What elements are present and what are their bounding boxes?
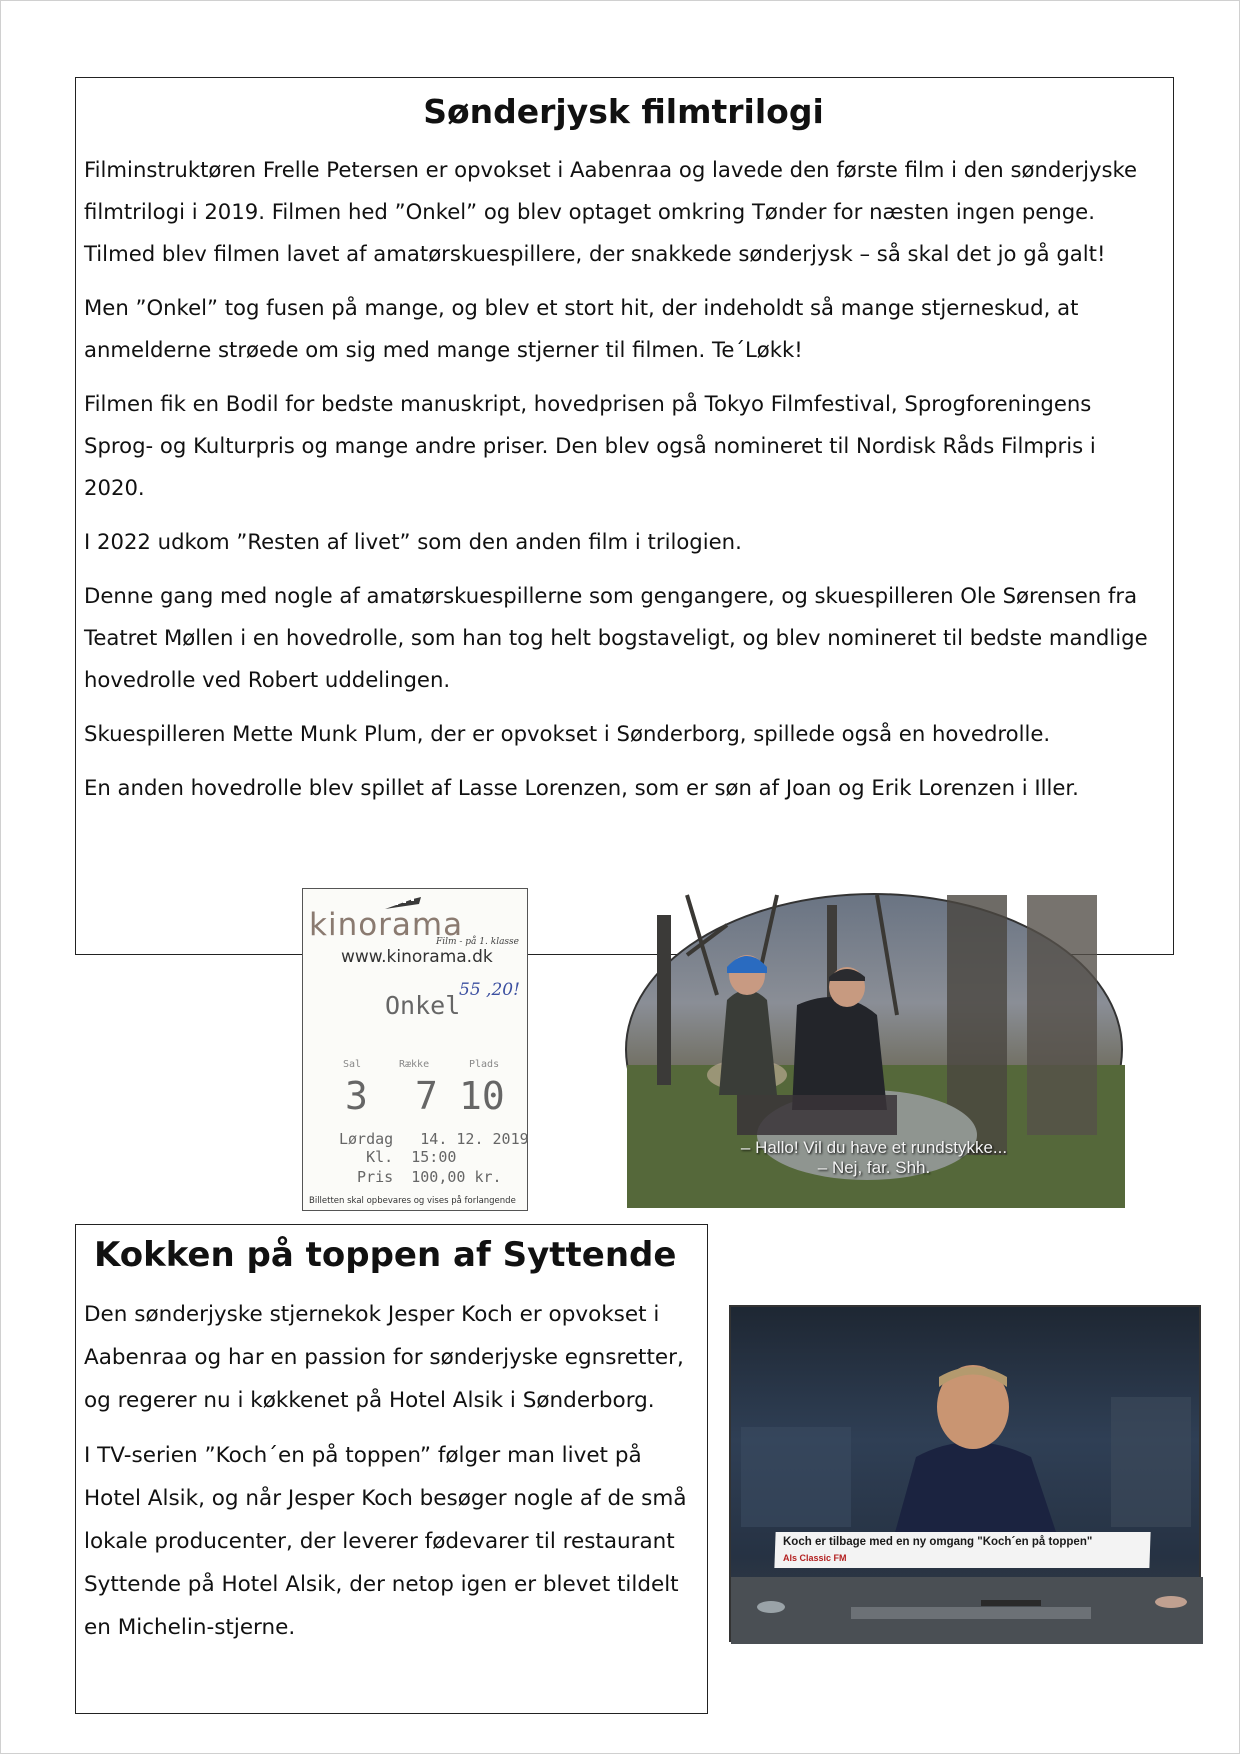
paragraph: Filmen fik en Bodil for bedste manuskript, hovedprisen på Tokyo Filmfestival, Sprogforeningens Sprog- og Kulturpris og mange andre priser. Den blev også nomineret til Nordisk Råds Filmpris i 2020.	[84, 391, 1096, 500]
ticket-date: Lørdag 14. 12. 2019	[339, 1130, 529, 1148]
tv-scene	[731, 1307, 1203, 1644]
ticket-value-raekke: 7	[415, 1074, 438, 1118]
ticket-header-plads: Plads	[469, 1059, 500, 1070]
paragraph: Men ”Onkel” tog fusen på mange, og blev et stort hit, der indeholdt så mange stjerneskud, at anmelderne strøede om sig med mange stjerner til filmen. Te´Løkk!	[84, 295, 1079, 362]
ticket-film-title: Onkel	[385, 991, 461, 1020]
paragraph: Filminstruktøren Frelle Petersen er opvokset i Aabenraa og lavede den første film i den sønderjyske filmtrilogi i 2019. Filmen hed ”Onkel” og blev optaget omkring Tønder for næsten ingen penge. Tilmed blev filmen lavet af amatørskuespillere, der snakkede sønderjysk – så skal det jo gå galt!	[84, 157, 1138, 266]
paragraph: En anden hovedrolle blev spillet af Lasse Lorenzen, som er søn af Joan og Erik Lorenzen i Iller.	[84, 775, 1079, 800]
subtitle-line-2: – Nej, far. Shh.	[817, 1158, 931, 1177]
tv-banner-title: Koch er tilbage med en ny omgang "Koch´en på toppen"	[783, 1536, 1093, 1548]
tv-banner-subtitle: Als Classic FM	[783, 1553, 847, 1563]
paragraph: I TV-serien ”Koch´en på toppen” følger man livet på Hotel Alsik, og når Jesper Koch besøger nogle af de små lokale producenter, der leverer fødevarer til restaurant Syttende på Hotel Alsik, der netop igen er blevet tildelt en Michelin-stjerne.	[84, 1443, 687, 1640]
ticket-tagline: Film - på 1. klasse	[436, 937, 519, 947]
handwritten-text: 55 ,20!	[459, 980, 520, 1000]
ticket-brand: kinorama	[309, 907, 464, 943]
ticket-price: Pris 100,00 kr.	[339, 1168, 502, 1186]
ticket-time: Kl. 15:00	[339, 1148, 457, 1166]
tv-screen-photo	[729, 1305, 1201, 1642]
ticket-value-sal: 3	[345, 1074, 368, 1118]
ticket-header-raekke: Række	[399, 1059, 430, 1070]
article-film-trilogy	[75, 77, 1174, 955]
article-chef	[75, 1224, 708, 1714]
handwritten-note	[451, 973, 520, 1023]
film-still-photo	[625, 893, 1123, 1206]
article-title: Kokken på toppen af Syttende	[94, 1235, 677, 1275]
cinema-ticket	[302, 888, 528, 1211]
ticket-url: www.kinorama.dk	[341, 947, 493, 967]
subtitle-line-1: – Hallo! Vil du have et rundstykke...	[740, 1138, 1008, 1157]
paragraph: Skuespilleren Mette Munk Plum, der er opvokset i Sønderborg, spillede også en hovedrolle.	[84, 721, 1051, 746]
paragraph: Den sønderjyske stjernekok Jesper Koch er opvokset i Aabenraa og har en passion for sønderjyske egnsretter, og regerer nu i køkkenet på Hotel Alsik i Sønderborg.	[84, 1302, 684, 1413]
ticket-value-plads: 10	[459, 1074, 505, 1118]
paragraph: Denne gang med nogle af amatørskuespillerne som gengangere, og skuespilleren Ole Sørensen fra Teatret Møllen i en hovedrolle, som han tog helt bogstaveligt, og blev nomineret til bedste mandlige hovedrolle ved Robert uddelingen.	[84, 583, 1148, 692]
ticket-header-sal: Sal	[343, 1059, 362, 1070]
paragraph: I 2022 udkom ”Resten af livet” som den anden film i trilogien.	[84, 529, 742, 554]
article-title: Sønderjysk filmtrilogi	[423, 92, 824, 131]
ticket-note: Billetten skal opbevares og vises på forlangende	[309, 1196, 516, 1206]
